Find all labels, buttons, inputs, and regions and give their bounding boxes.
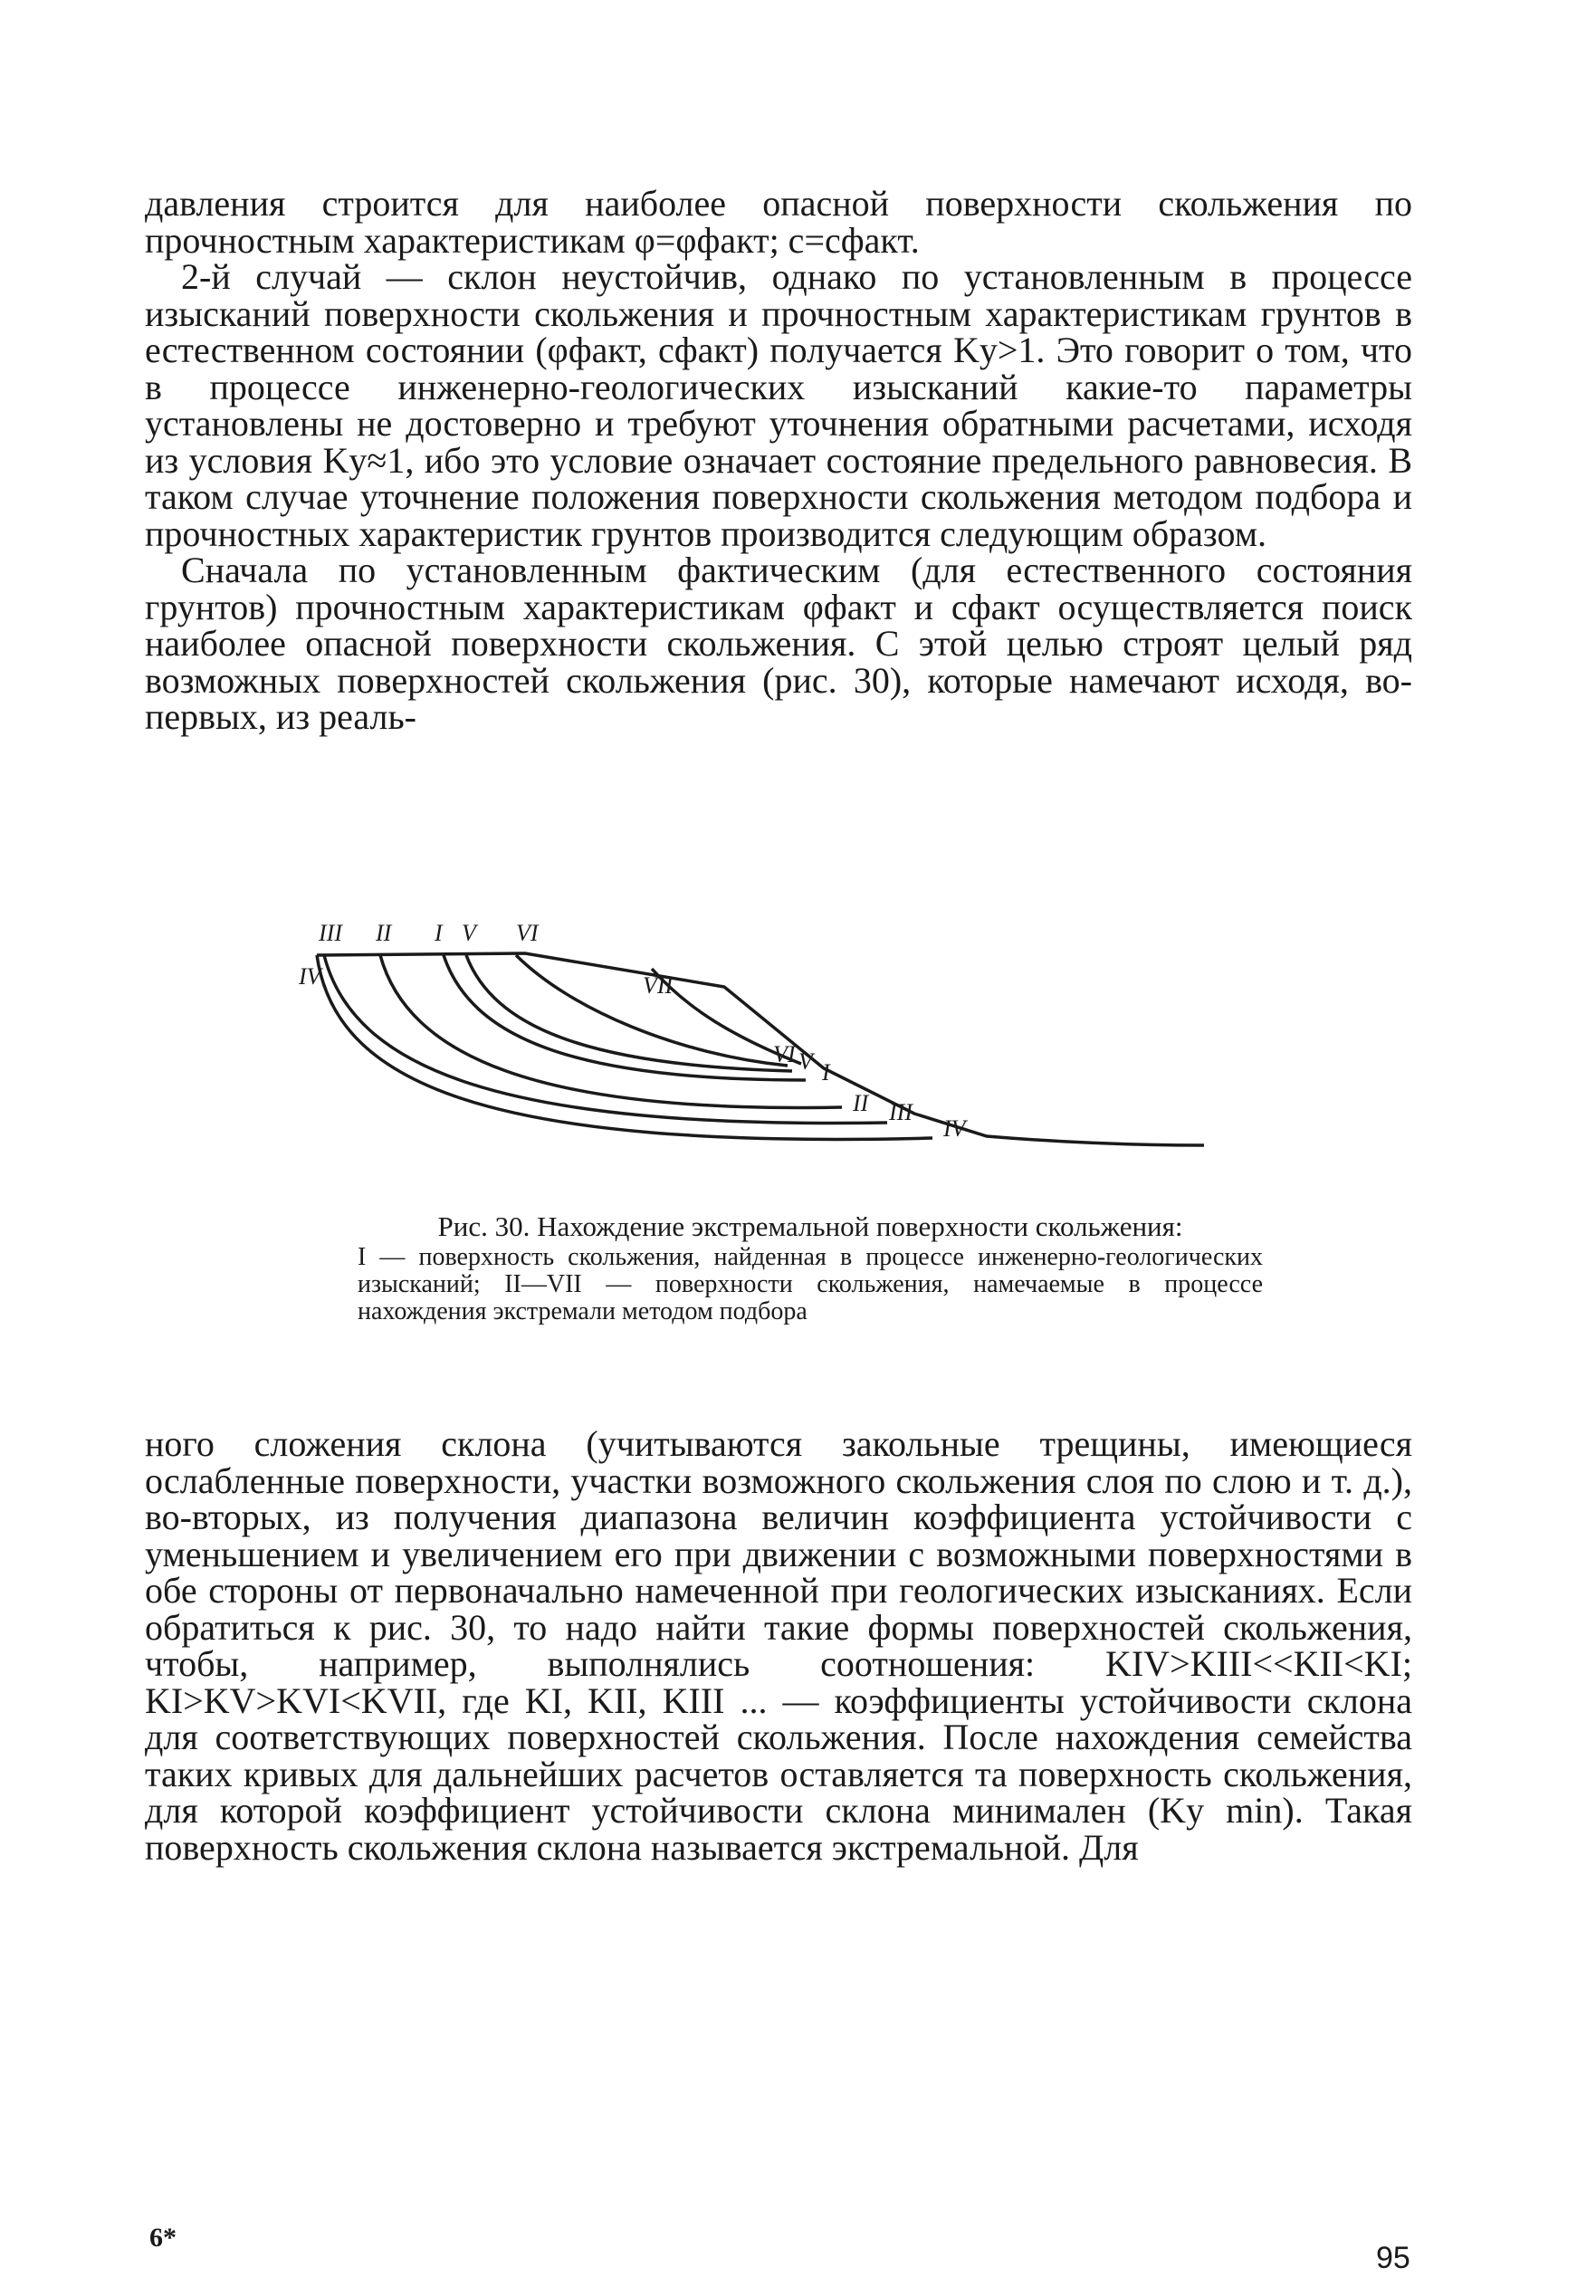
ground-profile bbox=[317, 953, 1204, 1145]
figure-slope-diagram bbox=[299, 919, 1240, 1181]
paragraph-4: ного сложения склона (учитываются закольные трещины, имеющиеся ослабленные поверхности, участки возможного скольжения слоя по слою и т. д.), во-вторых, из получения диапазона величин коэффициента устойчивости с уменьшением и увеличением его при движении с возможными поверхностями в обе стороны от первоначально намеченной при геологических изысканиях. Если обратиться к рис. 30, то надо найти такие формы поверхностей скольжения, чтобы, например, выполнялись соотношения: KIV>KIII<<KII<KI; KI>KV>KVI<KVII, где KI, KII, KIII ... — коэффициенты устойчивости склона для соответствующих поверхностей скольжения. После нахождения семейства таких кривых для дальнейших расчетов оставляется та поверхность скольжения, для которой коэффициент устойчивости склона минимален (Kу min). Такая поверхность скольжения склона называется экстремальной. Для bbox=[145, 1423, 1412, 1868]
label-VI-toe: VI bbox=[773, 1041, 796, 1067]
slip-surface-IV bbox=[317, 955, 932, 1139]
label-I-toe: I bbox=[822, 1059, 830, 1086]
paragraph-2: 2-й случай — склон неустойчив, однако по установленным в процессе изысканий поверхности скольжения и прочностным характеристикам грунтов в естественном состоянии (φфакт, cфакт) получается Kу>1. Это говорит о том, что в процессе инженерно-геологических изысканий какие-то параметры установлены не достоверно и требуют уточнения обратными расчетами, исходя из условия Kу≈1, ибо это условие означает состояние предельного равновесия. В таком случае уточнение положения поверхности скольжения методом подбора и прочностных характеристик грунтов производится следующим образом. bbox=[145, 256, 1412, 554]
label-I: I bbox=[435, 920, 443, 946]
paragraph-3: Сначала по установленным фактическим (для естественного состояния грунтов) прочностным характеристикам φфакт и cфакт осуществляется поиск наиболее опасной поверхности скольжения. С этой целью строят целый ряд возможных поверхностей скольжения (рис. 30), которые намечают исходя, во-первых, из реаль- bbox=[145, 550, 1412, 737]
slip-surface-III bbox=[324, 955, 887, 1123]
label-II-toe: II bbox=[853, 1090, 869, 1116]
slip-surface-II bbox=[380, 955, 842, 1108]
caption-title: Рис. 30. Нахождение экстремальной поверхности скольжения: bbox=[437, 1210, 1183, 1242]
figure-caption bbox=[339, 1210, 1281, 1325]
signature-mark: 6* bbox=[149, 2223, 177, 2253]
caption-body: I — поверхность скольжения, найденная в процессе инженерно-геологических изысканий; II—VII — поверхности скольжения, намечаемые в процессе нахождения экстремали методом подбора bbox=[358, 1243, 1263, 1325]
paragraph-1: давления строится для наиболее опасной поверхности скольжения по прочностным характеристикам φ=φфакт; c=cфакт. bbox=[145, 183, 1412, 261]
label-IV: IV bbox=[299, 963, 321, 990]
label-III: III bbox=[319, 920, 342, 946]
label-VII: VII bbox=[643, 972, 674, 999]
label-V-toe: V bbox=[798, 1048, 813, 1075]
slope-surfaces-svg bbox=[299, 919, 1240, 1181]
text-block-bottom bbox=[145, 1423, 1412, 1868]
slip-surface-V bbox=[466, 955, 792, 1071]
label-III-toe: III bbox=[889, 1099, 913, 1125]
label-II: II bbox=[376, 920, 392, 946]
label-V: V bbox=[462, 920, 476, 946]
label-VI: VI bbox=[516, 920, 539, 946]
label-IV-toe: IV bbox=[943, 1115, 966, 1142]
text-block-top bbox=[145, 183, 1412, 737]
page-number: 95 bbox=[1376, 2241, 1410, 2275]
